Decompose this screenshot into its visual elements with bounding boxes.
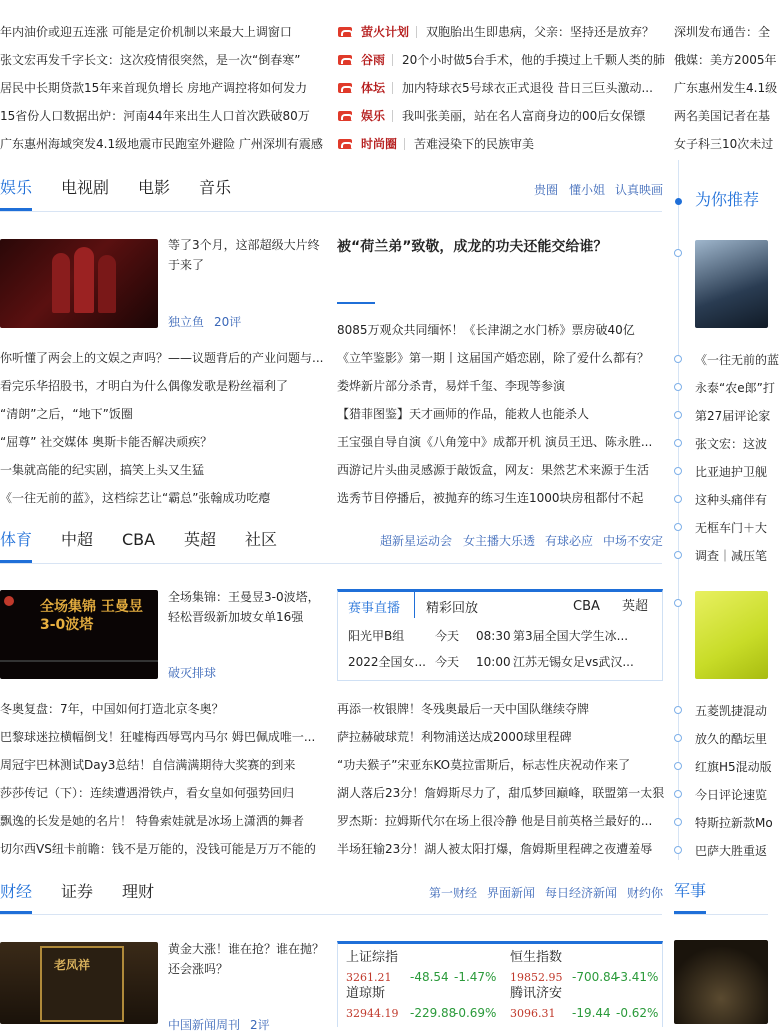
news-link[interactable]: 广东惠州海域突发4.1级地震市民跑室外避险 广州深圳有震感 (0, 137, 323, 151)
sublink[interactable]: 超新星运动会 (380, 534, 453, 548)
news-link[interactable]: 8085万观众共同缅怀！《长津湖之水门桥》票房破40亿 (337, 323, 635, 337)
timeline-dot (674, 599, 682, 607)
news-link[interactable]: 王宝强自导自演《八角笼中》成都开机 演员王迅、陈永胜... (337, 435, 653, 449)
divider (414, 592, 415, 618)
thumbnail-caption: 老凤祥 (54, 958, 91, 972)
live-icon (338, 139, 352, 149)
tab-securities[interactable]: 证券 (61, 882, 94, 901)
news-link[interactable]: 一集就高能的纪实剧，搞笑上头又生猛 (0, 463, 205, 477)
timeline-dot (674, 762, 682, 770)
news-link[interactable]: 选秀节目停播后，被抛弃的练习生连1000块房租都付不起 (337, 491, 644, 505)
news-link[interactable]: “功夫猴子”宋亚东KO莫拉雷斯后，标志性庆祝动作来了 (337, 758, 631, 772)
match-league: 阳光甲B组 (348, 629, 405, 643)
category-label[interactable]: 体坛 (361, 81, 386, 95)
stock-value: 3096.31 (510, 1007, 556, 1020)
sublink[interactable]: 女主播大乐透 (463, 534, 536, 548)
news-link[interactable]: 半场狂输23分！湖人被太阳打爆，詹姆斯里程碑之夜遭羞辱 (337, 842, 653, 856)
tab-replay[interactable]: 精彩回放 (426, 601, 479, 616)
tab-csl[interactable]: 中超 (61, 530, 94, 549)
recommend-link[interactable]: 五菱凯捷混动 (695, 704, 768, 718)
timeline-dot (674, 523, 682, 531)
timeline-dot (674, 818, 682, 826)
stock-board (337, 941, 663, 1027)
recommend-link[interactable]: 比亚迪护卫舰 (695, 465, 768, 479)
match-time: 08:30 (476, 629, 511, 643)
figure-shape (52, 253, 70, 313)
news-link[interactable]: 加内特球衣5号球衣正式退役 昔日三巨头激动... (402, 81, 653, 95)
news-link[interactable]: 【猎菲图鉴】天才画师的作品，能救人也能杀人 (337, 407, 590, 421)
news-link[interactable]: 双胞胎出生即患病，父亲：坚持还是放弃？ (426, 25, 655, 39)
section-divider (674, 914, 768, 915)
recommend-link[interactable]: 无框车门＋大 (695, 521, 768, 535)
score-board (337, 589, 663, 681)
timeline-dot (674, 790, 682, 798)
news-link[interactable]: 周冠宇巴林测试Day3总结！自信满满期待大奖赛的到来 (0, 758, 296, 772)
category-label[interactable]: 娱乐 (361, 109, 386, 123)
feature-thumbnail[interactable] (0, 942, 158, 1024)
recommend-link[interactable]: 《一往无前的蓝 (695, 353, 779, 367)
category-label[interactable]: 时尚圈 (361, 137, 398, 151)
timeline-dot (675, 198, 682, 205)
timeline-dot (674, 439, 682, 447)
feature-source[interactable]: 中国新闻周刊 (168, 1018, 241, 1032)
timeline-line (678, 160, 679, 860)
sublink[interactable]: 懂小姐 (569, 183, 606, 197)
sublink[interactable]: 第一财经 (429, 886, 478, 900)
match-day: 今天 (435, 629, 460, 643)
stock-percent: -0.62% (616, 1006, 659, 1020)
recommend-thumbnail[interactable] (695, 240, 768, 328)
category-label[interactable]: 谷雨 (361, 53, 386, 67)
sublink[interactable]: 有球必应 (545, 534, 594, 548)
stock-change: -700.84 (572, 970, 619, 984)
tab-live[interactable]: 赛事直播 (348, 601, 401, 616)
news-link[interactable]: 两名美国记者在基 (674, 109, 771, 123)
sublink[interactable]: 界面新闻 (487, 886, 536, 900)
news-link[interactable]: 切尔西VS纽卡前瞻：钱不是万能的，没钱可能是万万不能的 (0, 842, 316, 856)
sublink[interactable]: 每日经济新闻 (545, 886, 618, 900)
stock-value: 19852.95 (510, 971, 563, 984)
timeline-dot (674, 355, 682, 363)
headline[interactable]: 被“荷兰弟”致敬，成龙的功夫还能交给谁？ (337, 239, 608, 255)
recommend-link[interactable]: 张文宏：这波 (695, 437, 768, 451)
tab-music[interactable]: 音乐 (199, 178, 232, 197)
match-league: 2022全国女... (348, 655, 426, 669)
news-link[interactable]: 俄媒：美方2005年 (674, 53, 777, 67)
divider (416, 26, 417, 38)
feature-comments[interactable]: 20评 (214, 315, 242, 329)
tab-cba[interactable]: CBA (122, 530, 156, 549)
timeline-dot (674, 495, 682, 503)
section-divider (0, 914, 662, 915)
divider (392, 82, 393, 94)
news-link[interactable]: 张文宏再发千字长文：这次疫情很突然，是一次“倒春寒” (0, 53, 301, 67)
sublink[interactable]: 中场不安定 (603, 534, 664, 548)
tab-sports[interactable]: 体育 (0, 530, 33, 549)
recommend-link[interactable]: 今日评论速览 (695, 788, 768, 802)
timeline-dot (674, 846, 682, 854)
news-link[interactable]: 你听懂了两会上的文娱之声吗？——议题背后的产业问题与... (0, 351, 324, 365)
figure-shape (74, 247, 94, 313)
tab-cba[interactable]: CBA (573, 599, 600, 614)
news-link[interactable]: 年内油价或迎五连涨 可能是定价机制以来最大上调窗口 (0, 25, 292, 39)
timeline-dot (674, 249, 682, 257)
stock-percent: -0.69% (454, 1006, 497, 1020)
news-link[interactable]: 看完乐华招股书，才明白为什么偶像发歌是粉丝福利了 (0, 379, 289, 393)
feature-source[interactable]: 破灭排球 (168, 666, 217, 680)
news-link[interactable]: 广东惠州发生4.1级 (674, 81, 778, 95)
tab-epl[interactable]: 英超 (184, 530, 217, 549)
news-link[interactable]: 我叫张美丽，站在名人富商身边的00后女保镖 (402, 109, 646, 123)
news-link[interactable]: 20个小时做5台手术，他的手摸过上千颗人类的肺 (402, 53, 665, 67)
timeline-dot (674, 734, 682, 742)
recommend-title: 为你推荐 (695, 190, 760, 209)
feature-title[interactable]: 全场集锦：王曼昱3-0波塔，轻松晋级新加坡女单16强 (168, 590, 320, 624)
stock-name[interactable]: 恒生指数 (510, 950, 563, 965)
stock-percent: -1.47% (454, 970, 497, 984)
news-link[interactable]: 娄烨新片部分杀青，易烊千玺、李现等参演 (337, 379, 566, 393)
recommend-link[interactable]: 调查｜减压笔 (695, 549, 768, 563)
divider (392, 110, 393, 122)
feature-title[interactable]: 黄金大涨！谁在抢？谁在抛？还会涨吗？ (168, 942, 325, 976)
news-link[interactable]: 居民中长期贷款15年来首现负增长 房地产调控将如何发力 (0, 81, 308, 95)
match-name[interactable]: 江苏无锡女足vs武汉... (513, 655, 634, 669)
match-name[interactable]: 第3届全国大学生冰... (513, 629, 629, 643)
timeline-dot (674, 383, 682, 391)
timeline-dot (674, 411, 682, 419)
tab-movie[interactable]: 电影 (138, 178, 171, 197)
stock-change: -19.44 (572, 1006, 611, 1020)
headline-accent (337, 302, 375, 304)
news-link[interactable]: 深圳发布通告：全 (674, 25, 771, 39)
timeline-dot (674, 706, 682, 714)
news-link[interactable]: 飘逸的长发是她的名片！ 特鲁索娃就是冰场上潇洒的舞者 (0, 814, 304, 828)
stock-name[interactable]: 道琼斯 (346, 986, 386, 1001)
category-label[interactable]: 萤火计划 (361, 25, 410, 39)
news-link[interactable]: 莎莎传记（下）：连续遭遇滑铁卢，看女皇如何强势回归 (0, 786, 295, 800)
news-link[interactable]: 15省份人口数据出炉：河南44年来出生人口首次跌破80万 (0, 109, 310, 123)
feature-comments[interactable]: 2评 (250, 1018, 270, 1032)
news-link[interactable]: 湖人落后23分！詹姆斯尽力了，甜瓜梦回巅峰，联盟第一太狠 (337, 786, 665, 800)
recommend-link[interactable]: 永泰“农e郎”打 (695, 381, 775, 395)
divider (404, 138, 405, 150)
stock-change: -48.54 (410, 970, 449, 984)
tab-ent[interactable]: 娱乐 (0, 178, 33, 197)
feature-thumbnail[interactable] (0, 239, 158, 328)
recommend-link[interactable]: 特斯拉新款Mo (695, 816, 773, 830)
recommend-thumbnail[interactable] (695, 591, 768, 679)
logo-icon (4, 596, 14, 606)
section-divider (0, 211, 662, 212)
recommend-link[interactable]: 第27届评论家 (695, 409, 771, 423)
recommend-link[interactable]: 巴萨大胜重返 (695, 844, 768, 858)
recommend-link[interactable]: 这种头痛伴有 (695, 493, 768, 507)
match-time: 10:00 (476, 655, 511, 669)
tab-finance[interactable]: 财经 (0, 882, 33, 901)
stock-change: -229.88 (410, 1006, 457, 1020)
match-day: 今天 (435, 655, 460, 669)
sublink[interactable]: 贵圈 (534, 183, 559, 197)
live-icon (338, 55, 352, 65)
timeline-dot (674, 467, 682, 475)
tab-epl[interactable]: 英超 (622, 599, 649, 614)
feature-title[interactable]: 等了3个月，这部超级大片终于来了 (168, 238, 320, 272)
news-link[interactable]: 冬奥复盘：7年，中国如何打造北京冬奥？ (0, 702, 224, 716)
stock-value: 32944.19 (346, 1007, 399, 1020)
tab-military[interactable]: 军事 (674, 881, 707, 900)
stock-value: 3261.21 (346, 971, 392, 984)
stock-name[interactable]: 腾讯济安 (510, 986, 563, 1001)
timeline-dot (674, 551, 682, 559)
news-link[interactable]: “清朗”之后，“地下”饭圈 (0, 407, 133, 421)
tab-wealth[interactable]: 理财 (122, 882, 155, 901)
military-thumbnail[interactable] (674, 940, 768, 1024)
recommend-link[interactable]: 放久的酷坛里 (695, 732, 768, 746)
sublink[interactable]: 认真映画 (615, 183, 664, 197)
news-link[interactable]: “屈尊” 社交媒体 奥斯卡能否解决顽疾？ (0, 435, 213, 449)
figure-shape (98, 255, 116, 313)
stock-percent: -3.41% (616, 970, 659, 984)
news-link[interactable]: 《立竿鉴影》第一期丨这届国产婚恋剧，除了爱什么都有？ (337, 351, 650, 365)
news-link[interactable]: 再添一枚银牌！冬残奥最后一天中国队继续夺牌 (337, 702, 590, 716)
feature-thumbnail[interactable] (0, 590, 158, 679)
news-link[interactable]: 苦难浸染下的民族审美 (414, 137, 535, 151)
news-link[interactable]: 萨拉赫破球荒！利物浦送达成2000球里程碑 (337, 730, 572, 744)
tab-tv[interactable]: 电视剧 (61, 178, 110, 197)
section-divider (0, 563, 662, 564)
live-icon (338, 27, 352, 37)
divider (0, 660, 158, 662)
stock-name[interactable]: 上证综指 (346, 950, 399, 965)
tab-community[interactable]: 社区 (245, 530, 278, 549)
feature-source[interactable]: 独立鱼 (168, 315, 205, 329)
news-link[interactable]: 西游记片头曲灵感源于敲饭盒，网友：果然艺术来源于生活 (337, 463, 650, 477)
news-link[interactable]: 巴黎球迷拉横幅倒戈！狂嘘梅西辱骂内马尔 姆巴佩成唯一... (0, 730, 316, 744)
thumbnail-caption: 全场集锦 王曼昱3-0波塔 (40, 599, 143, 633)
news-link[interactable]: 罗杰斯：拉姆斯代尔在场上很冷静 他是目前英格兰最好的... (337, 814, 653, 828)
live-icon (338, 111, 352, 121)
sublink[interactable]: 财约你 (627, 886, 664, 900)
news-link[interactable]: 女子科三10次未过 (674, 137, 774, 151)
recommend-link[interactable]: 红旗H5混动版 (695, 760, 772, 774)
divider (392, 54, 393, 66)
news-link[interactable]: 《一往无前的蓝》，这档综艺让“霸总”张翰成功吃瘪 (0, 491, 271, 505)
live-icon (338, 83, 352, 93)
